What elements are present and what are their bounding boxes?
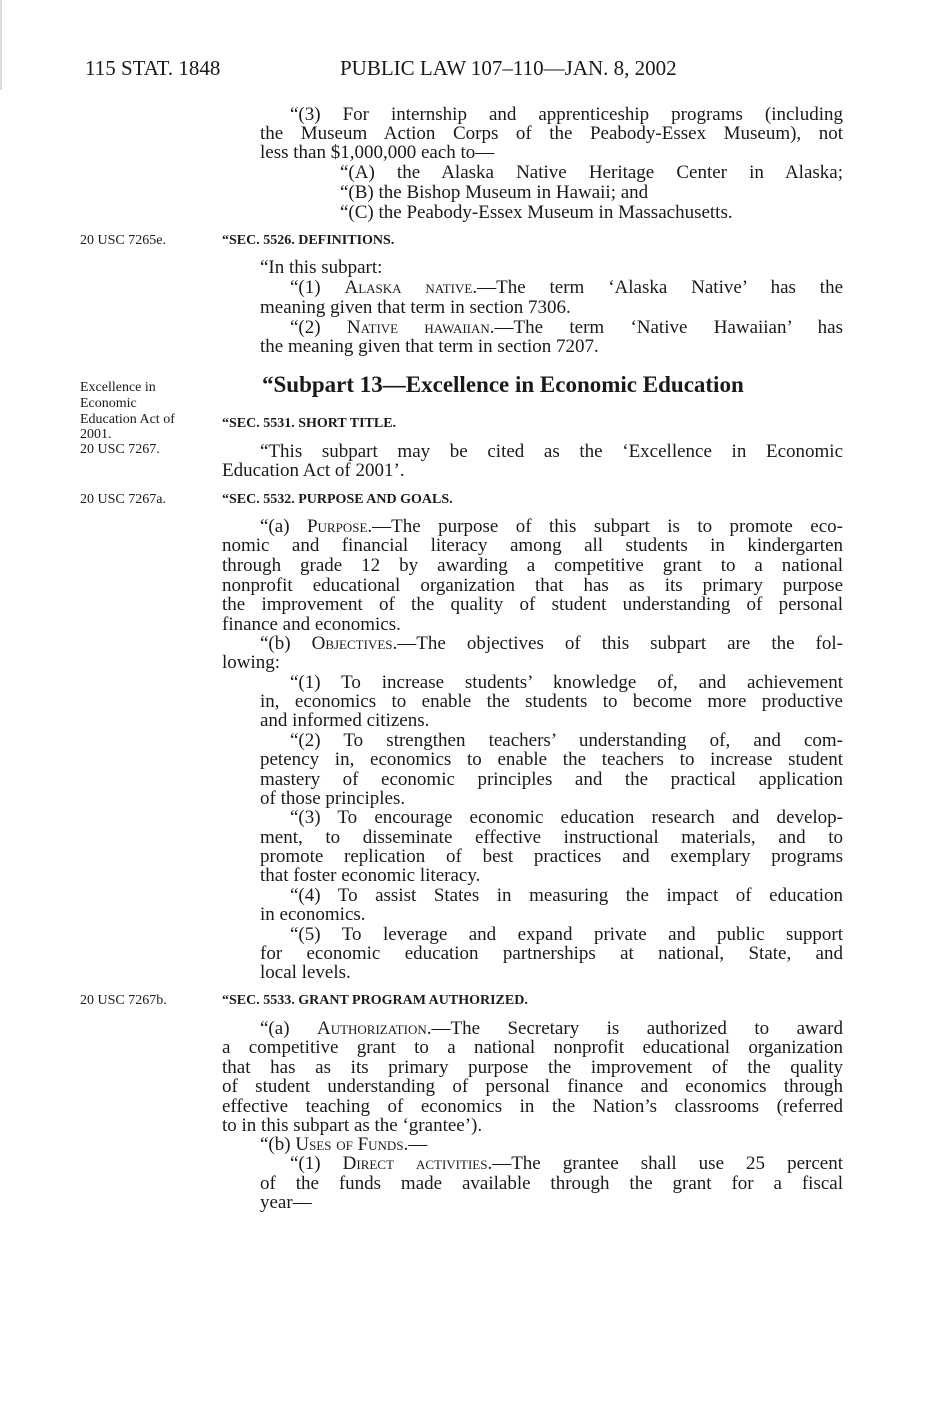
section-heading: “SEC. 5532. PURPOSE AND GOALS. xyxy=(222,492,453,507)
text-line: of student understanding of personal finance and economics through xyxy=(222,1076,843,1097)
text-part: .—The term ‘Alaska Native’ has the xyxy=(472,277,844,298)
text-line: less than $1,000,000 each to— xyxy=(260,142,495,163)
text-line: finance and economics. xyxy=(222,614,401,635)
text-line: “(C) the Peabody-Essex Museum in Massachusetts. xyxy=(340,202,733,223)
page-number: 115 STAT. 1848 xyxy=(85,56,221,80)
section-heading: “SEC. 5531. SHORT TITLE. xyxy=(222,416,397,431)
text-line: “This subpart may be cited as the ‘Excellence in Economic xyxy=(260,441,843,462)
text-part: .— xyxy=(403,1134,428,1155)
text-part: “(1) xyxy=(290,277,345,298)
text-line: “(B) the Bishop Museum in Hawaii; and xyxy=(340,182,649,203)
text-line xyxy=(290,1153,843,1175)
text-line: the meaning given that term in section 7207. xyxy=(260,336,599,357)
defined-term: Alaska native xyxy=(344,277,473,298)
text-part: .—The Secretary is authorized to award xyxy=(426,1018,843,1039)
text-line: “(2) To strengthen teachers’ understanding of, and com- xyxy=(290,730,843,751)
text-line: “(A) the Alaska Native Heritage Center in Alaska; xyxy=(340,162,843,183)
text-line: lowing: xyxy=(222,652,281,673)
text-line xyxy=(290,277,843,299)
text-line: for economic education partnerships at national, State, and xyxy=(260,943,843,964)
text-line: “(4) To assist States in measuring the impact of education xyxy=(290,885,843,906)
text-line: “In this subpart: xyxy=(260,257,383,278)
text-line: of those principles. xyxy=(260,788,406,809)
text-line: through grade 12 by awarding a competitive grant to a national xyxy=(222,555,843,576)
text-part: “(2) xyxy=(290,317,347,338)
margin-note: Excellence in xyxy=(80,380,156,395)
text-part: .—The grantee shall use 25 percent xyxy=(487,1153,843,1174)
text-line: mastery of economic principles and the practical application xyxy=(260,769,843,790)
text-line: to in this subpart as the ‘grantee’). xyxy=(222,1115,483,1136)
text-line: in economics. xyxy=(260,904,366,925)
text-line: “(1) To increase students’ knowledge of, and achievement xyxy=(290,672,843,693)
text-part: “(b) xyxy=(260,1134,296,1155)
text-part: “(a) xyxy=(260,516,307,537)
text-line: and informed citizens. xyxy=(260,710,430,731)
text-part: .—The objectives of this subpart are the fol- xyxy=(392,633,843,654)
text-line: the Museum Action Corps of the Peabody-Essex Museum), not xyxy=(260,123,843,144)
text-line: local levels. xyxy=(260,962,351,983)
defined-term: Uses of Funds xyxy=(295,1134,404,1155)
text-line: nomic and financial literacy among all students in kindergarten xyxy=(222,535,843,556)
text-line: a competitive grant to a national nonprofit educational organization xyxy=(222,1037,843,1058)
defined-term: Authorization xyxy=(316,1018,427,1039)
margin-note: 20 USC 7265e. xyxy=(80,233,166,248)
text-part: .—The term ‘Native Hawaiian’ has xyxy=(489,317,844,338)
text-line: meaning given that term in section 7306. xyxy=(260,297,571,318)
text-line: the improvement of the quality of student understanding of personal xyxy=(222,594,843,615)
text-part: “(b) xyxy=(260,633,312,654)
defined-term: Objectives xyxy=(311,633,393,654)
text-line: “(3) For internship and apprenticeship programs (including xyxy=(290,104,843,125)
text-line: promote replication of best practices and exemplary programs xyxy=(260,846,843,867)
defined-term: Purpose xyxy=(306,516,368,537)
text-line: nonprofit educational organization that has as its primary purpose xyxy=(222,575,843,596)
subpart-heading: “Subpart 13—Excellence in Economic Education xyxy=(262,372,744,397)
margin-note: 2001. xyxy=(80,427,112,442)
text-line: ment, to disseminate effective instructional materials, and to xyxy=(260,827,843,848)
text-part: “(a) xyxy=(260,1018,317,1039)
text-part: .—The purpose of this subpart is to promote eco- xyxy=(367,516,843,537)
text-line: “(3) To encourage economic education research and develop- xyxy=(290,807,843,828)
page-edge xyxy=(0,0,2,90)
margin-note: Education Act of xyxy=(80,412,175,427)
text-line: Education Act of 2001’. xyxy=(222,460,405,481)
text-line: in, economics to enable the students to become more productive xyxy=(260,691,843,712)
text-line: effective teaching of economics in the Nation’s classrooms (referred xyxy=(222,1096,843,1117)
margin-note: Economic xyxy=(80,396,137,411)
section-heading: “SEC. 5526. DEFINITIONS. xyxy=(222,233,395,248)
text-line: petency in, economics to enable the teachers to increase student xyxy=(260,749,843,770)
defined-term: Direct activities xyxy=(342,1153,488,1174)
text-part: “(1) xyxy=(290,1153,343,1174)
margin-note: 20 USC 7267a. xyxy=(80,492,166,507)
text-line: of the funds made available through the grant for a fiscal xyxy=(260,1173,843,1194)
margin-note: 20 USC 7267b. xyxy=(80,993,167,1008)
section-heading: “SEC. 5533. GRANT PROGRAM AUTHORIZED. xyxy=(222,993,528,1008)
text-line: year— xyxy=(260,1192,312,1213)
margin-note: 20 USC 7267. xyxy=(80,442,160,457)
text-line: that has as its primary purpose the improvement of the quality xyxy=(222,1057,843,1078)
running-head: PUBLIC LAW 107–110—JAN. 8, 2002 xyxy=(340,56,677,80)
text-line: “(5) To leverage and expand private and public support xyxy=(290,924,843,945)
defined-term: Native hawaiian xyxy=(346,317,490,338)
text-line: that foster economic literacy. xyxy=(260,865,481,886)
